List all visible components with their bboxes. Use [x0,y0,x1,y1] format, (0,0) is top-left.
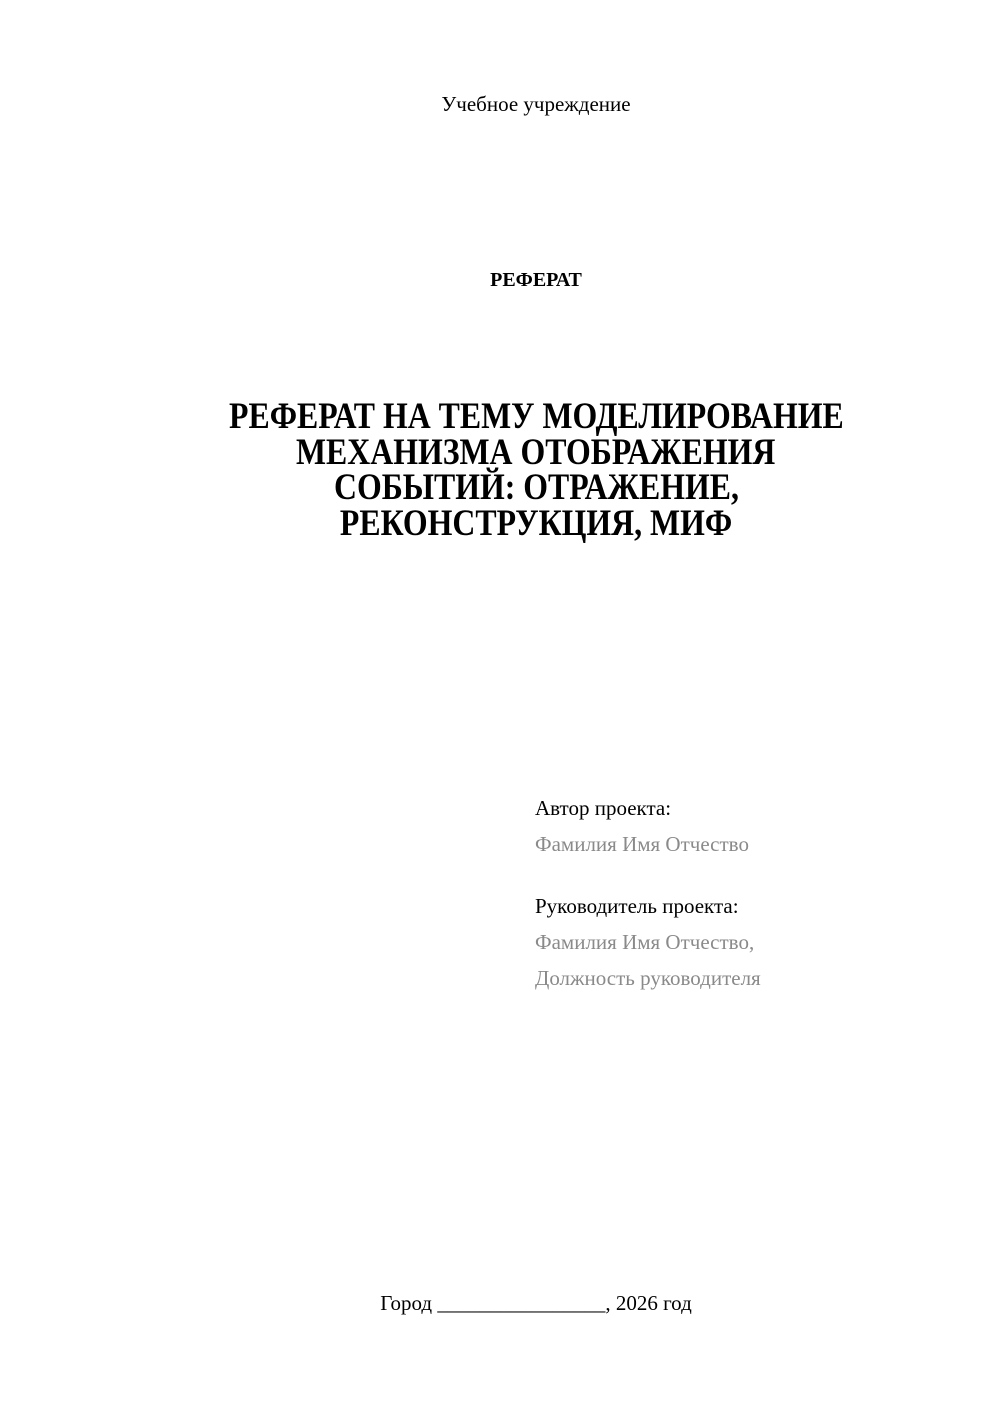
project-info [535,790,761,996]
document-type: РЕФЕРАТ [490,269,582,291]
supervisor-position: Должность руководителя [535,966,761,990]
city-year-line: Город ________________, 2026 год [380,1291,692,1315]
institution-name: Учебное учреждение [441,92,631,116]
document-title [150,396,922,544]
title-line-1: РЕФЕРАТ НА ТЕМУ МОДЕЛИРОВАНИЕ [228,396,844,437]
spacer [535,862,761,888]
title-line-2: МЕХАНИЗМА ОТОБРАЖЕНИЯ [296,431,776,473]
author-label: Автор проекта: [535,796,672,820]
author-name: Фамилия Имя Отчество [535,832,749,856]
supervisor-name: Фамилия Имя Отчество, [535,930,755,954]
title-line-3: СОБЫТИЙ: ОТРАЖЕНИЕ, [333,467,739,508]
supervisor-label: Руководитель проекта: [535,894,739,918]
title-line-4: РЕКОНСТРУКЦИЯ, МИФ [339,502,733,544]
